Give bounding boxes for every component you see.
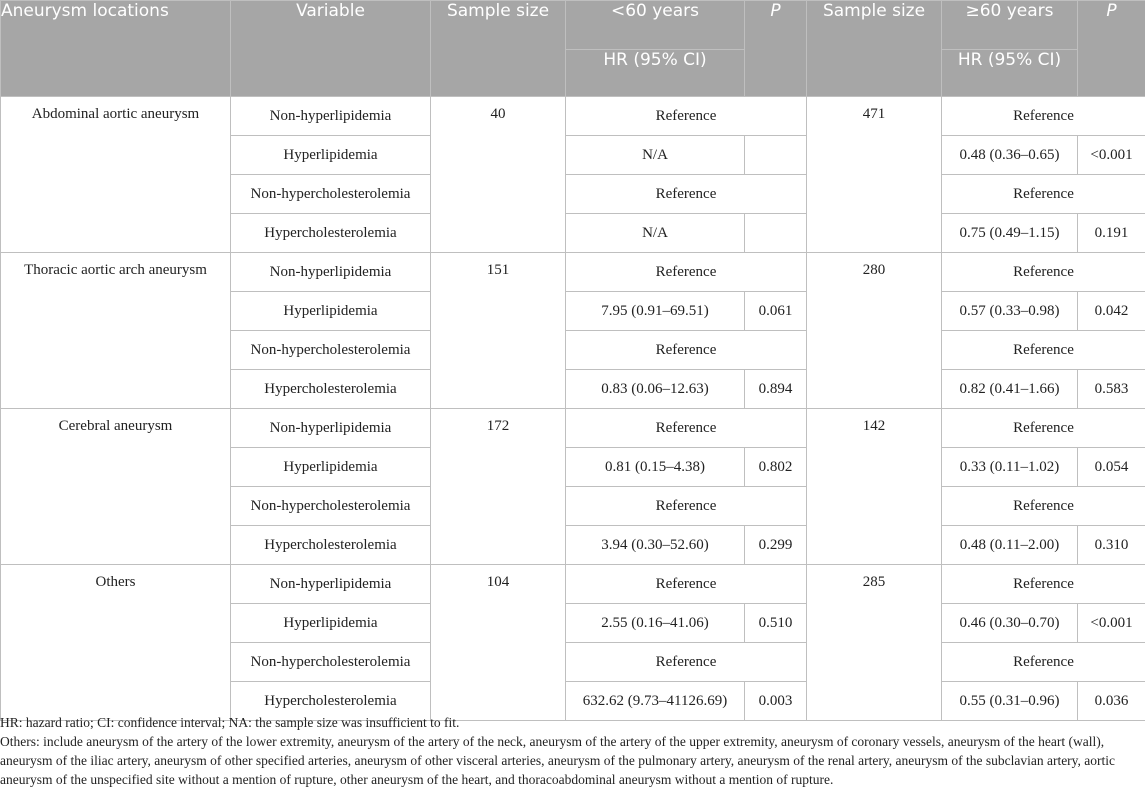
variable-cell: Non-hypercholesterolemia: [231, 331, 431, 370]
p-old-cell: <0.001: [1078, 136, 1145, 175]
table-footnotes: [0, 713, 1145, 789]
variable-cell: Non-hypercholesterolemia: [231, 643, 431, 682]
variable-cell: Hyperlipidemia: [231, 136, 431, 175]
p-young-cell: 0.894: [745, 370, 807, 409]
variable-cell: Non-hyperlipidemia: [231, 409, 431, 448]
sample-size-old-cell: 280: [807, 253, 942, 409]
variable-cell: Non-hyperlipidemia: [231, 253, 431, 292]
sample-size-old-cell: 285: [807, 565, 942, 721]
sample-size-young-cell: 172: [431, 409, 566, 565]
hr-young-cell: 2.55 (0.16–41.06): [566, 604, 745, 643]
header-sample-size-young: Sample size: [431, 1, 566, 97]
hr-old-cell: Reference: [942, 487, 1145, 526]
header-sample-size-old: Sample size: [807, 1, 942, 97]
hr-young-cell: 7.95 (0.91–69.51): [566, 292, 745, 331]
location-cell: Others: [1, 565, 231, 721]
p-old-cell: 0.054: [1078, 448, 1145, 487]
sample-size-young-cell: 40: [431, 97, 566, 253]
p-young-cell: [745, 214, 807, 253]
header-variable: Variable: [231, 1, 431, 97]
hr-old-cell: Reference: [942, 643, 1145, 682]
hr-old-cell: 0.57 (0.33–0.98): [942, 292, 1078, 331]
p-young-cell: 0.003: [745, 682, 807, 721]
variable-cell: Non-hypercholesterolemia: [231, 175, 431, 214]
hr-young-cell: Reference: [566, 643, 807, 682]
table-row: [1, 97, 1145, 136]
p-old-cell: 0.310: [1078, 526, 1145, 565]
hr-old-cell: 0.46 (0.30–0.70): [942, 604, 1078, 643]
table-body: [1, 97, 1145, 721]
variable-cell: Non-hyperlipidemia: [231, 565, 431, 604]
variable-cell: Hypercholesterolemia: [231, 682, 431, 721]
p-young-cell: 0.061: [745, 292, 807, 331]
location-cell: Thoracic aortic arch aneurysm: [1, 253, 231, 409]
header-p-young: P: [745, 1, 807, 97]
p-young-cell: [745, 136, 807, 175]
p-old-cell: 0.583: [1078, 370, 1145, 409]
header-hr-old: HR (95% CI): [942, 50, 1078, 97]
hr-young-cell: Reference: [566, 409, 807, 448]
sample-size-old-cell: 142: [807, 409, 942, 565]
header-hr-young: HR (95% CI): [566, 50, 745, 97]
location-cell: Abdominal aortic aneurysm: [1, 97, 231, 253]
hr-old-cell: Reference: [942, 565, 1145, 604]
hr-young-cell: N/A: [566, 136, 745, 175]
variable-cell: Non-hyperlipidemia: [231, 97, 431, 136]
sample-size-young-cell: 104: [431, 565, 566, 721]
hr-old-cell: 0.48 (0.11–2.00): [942, 526, 1078, 565]
variable-cell: Hypercholesterolemia: [231, 526, 431, 565]
hr-old-cell: 0.33 (0.11–1.02): [942, 448, 1078, 487]
variable-cell: Hyperlipidemia: [231, 604, 431, 643]
p-old-cell: 0.191: [1078, 214, 1145, 253]
p-old-cell: 0.036: [1078, 682, 1145, 721]
location-cell: Cerebral aneurysm: [1, 409, 231, 565]
header-p-old: P: [1078, 1, 1145, 97]
variable-cell: Hyperlipidemia: [231, 292, 431, 331]
p-young-cell: 0.299: [745, 526, 807, 565]
variable-cell: Hypercholesterolemia: [231, 214, 431, 253]
p-young-cell: 0.802: [745, 448, 807, 487]
header-group-old: ≥60 years: [942, 1, 1078, 50]
hr-old-cell: 0.75 (0.49–1.15): [942, 214, 1078, 253]
hr-old-cell: Reference: [942, 253, 1145, 292]
table-row: [1, 409, 1145, 448]
hr-young-cell: 0.81 (0.15–4.38): [566, 448, 745, 487]
footnote-abbreviations: HR: hazard ratio; CI: confidence interval; NA: the sample size was insufficient to fit.: [0, 715, 460, 730]
hr-old-cell: Reference: [942, 331, 1145, 370]
sample-size-old-cell: 471: [807, 97, 942, 253]
hr-young-cell: 0.83 (0.06–12.63): [566, 370, 745, 409]
hr-young-cell: 632.62 (9.73–41126.69): [566, 682, 745, 721]
p-young-cell: 0.510: [745, 604, 807, 643]
sample-size-young-cell: 151: [431, 253, 566, 409]
variable-cell: Hyperlipidemia: [231, 448, 431, 487]
hr-young-cell: Reference: [566, 487, 807, 526]
header-group-young: <60 years: [566, 1, 745, 50]
hr-old-cell: 0.82 (0.41–1.66): [942, 370, 1078, 409]
hr-old-cell: 0.48 (0.36–0.65): [942, 136, 1078, 175]
hr-old-cell: Reference: [942, 175, 1145, 214]
table-row: [1, 253, 1145, 292]
header-location: Aneurysm locations: [1, 1, 231, 97]
hr-young-cell: N/A: [566, 214, 745, 253]
hr-young-cell: Reference: [566, 253, 807, 292]
table-row: [1, 565, 1145, 604]
header-row-1: [1, 1, 1145, 50]
footnote-others: Others: include aneurysm of the artery of the lower extremity, aneurysm of the artery of the neck, aneurysm of the artery of the upper extremity, aneurysm of coronary vessels, aneurysm of the heart (wall), aneurysm of the iliac artery, aneurysm of other specified arteries, aneurysm of other visceral arteries, aneurysm of the pulmonary artery, aneurysm of the renal artery, aneurysm of the subclavian artery, aortic aneurysm of the unspecified site without a mention of rupture, other aneurysm of the heart, and thoracoabdominal aneurysm without a mention of rupture.: [0, 734, 1116, 787]
hr-young-cell: Reference: [566, 175, 807, 214]
hr-young-cell: 3.94 (0.30–52.60): [566, 526, 745, 565]
hr-old-cell: Reference: [942, 409, 1145, 448]
hr-old-cell: 0.55 (0.31–0.96): [942, 682, 1078, 721]
hr-young-cell: Reference: [566, 97, 807, 136]
p-old-cell: <0.001: [1078, 604, 1145, 643]
hr-old-cell: Reference: [942, 97, 1145, 136]
variable-cell: Non-hypercholesterolemia: [231, 487, 431, 526]
p-old-cell: 0.042: [1078, 292, 1145, 331]
hr-young-cell: Reference: [566, 565, 807, 604]
hr-young-cell: Reference: [566, 331, 807, 370]
variable-cell: Hypercholesterolemia: [231, 370, 431, 409]
